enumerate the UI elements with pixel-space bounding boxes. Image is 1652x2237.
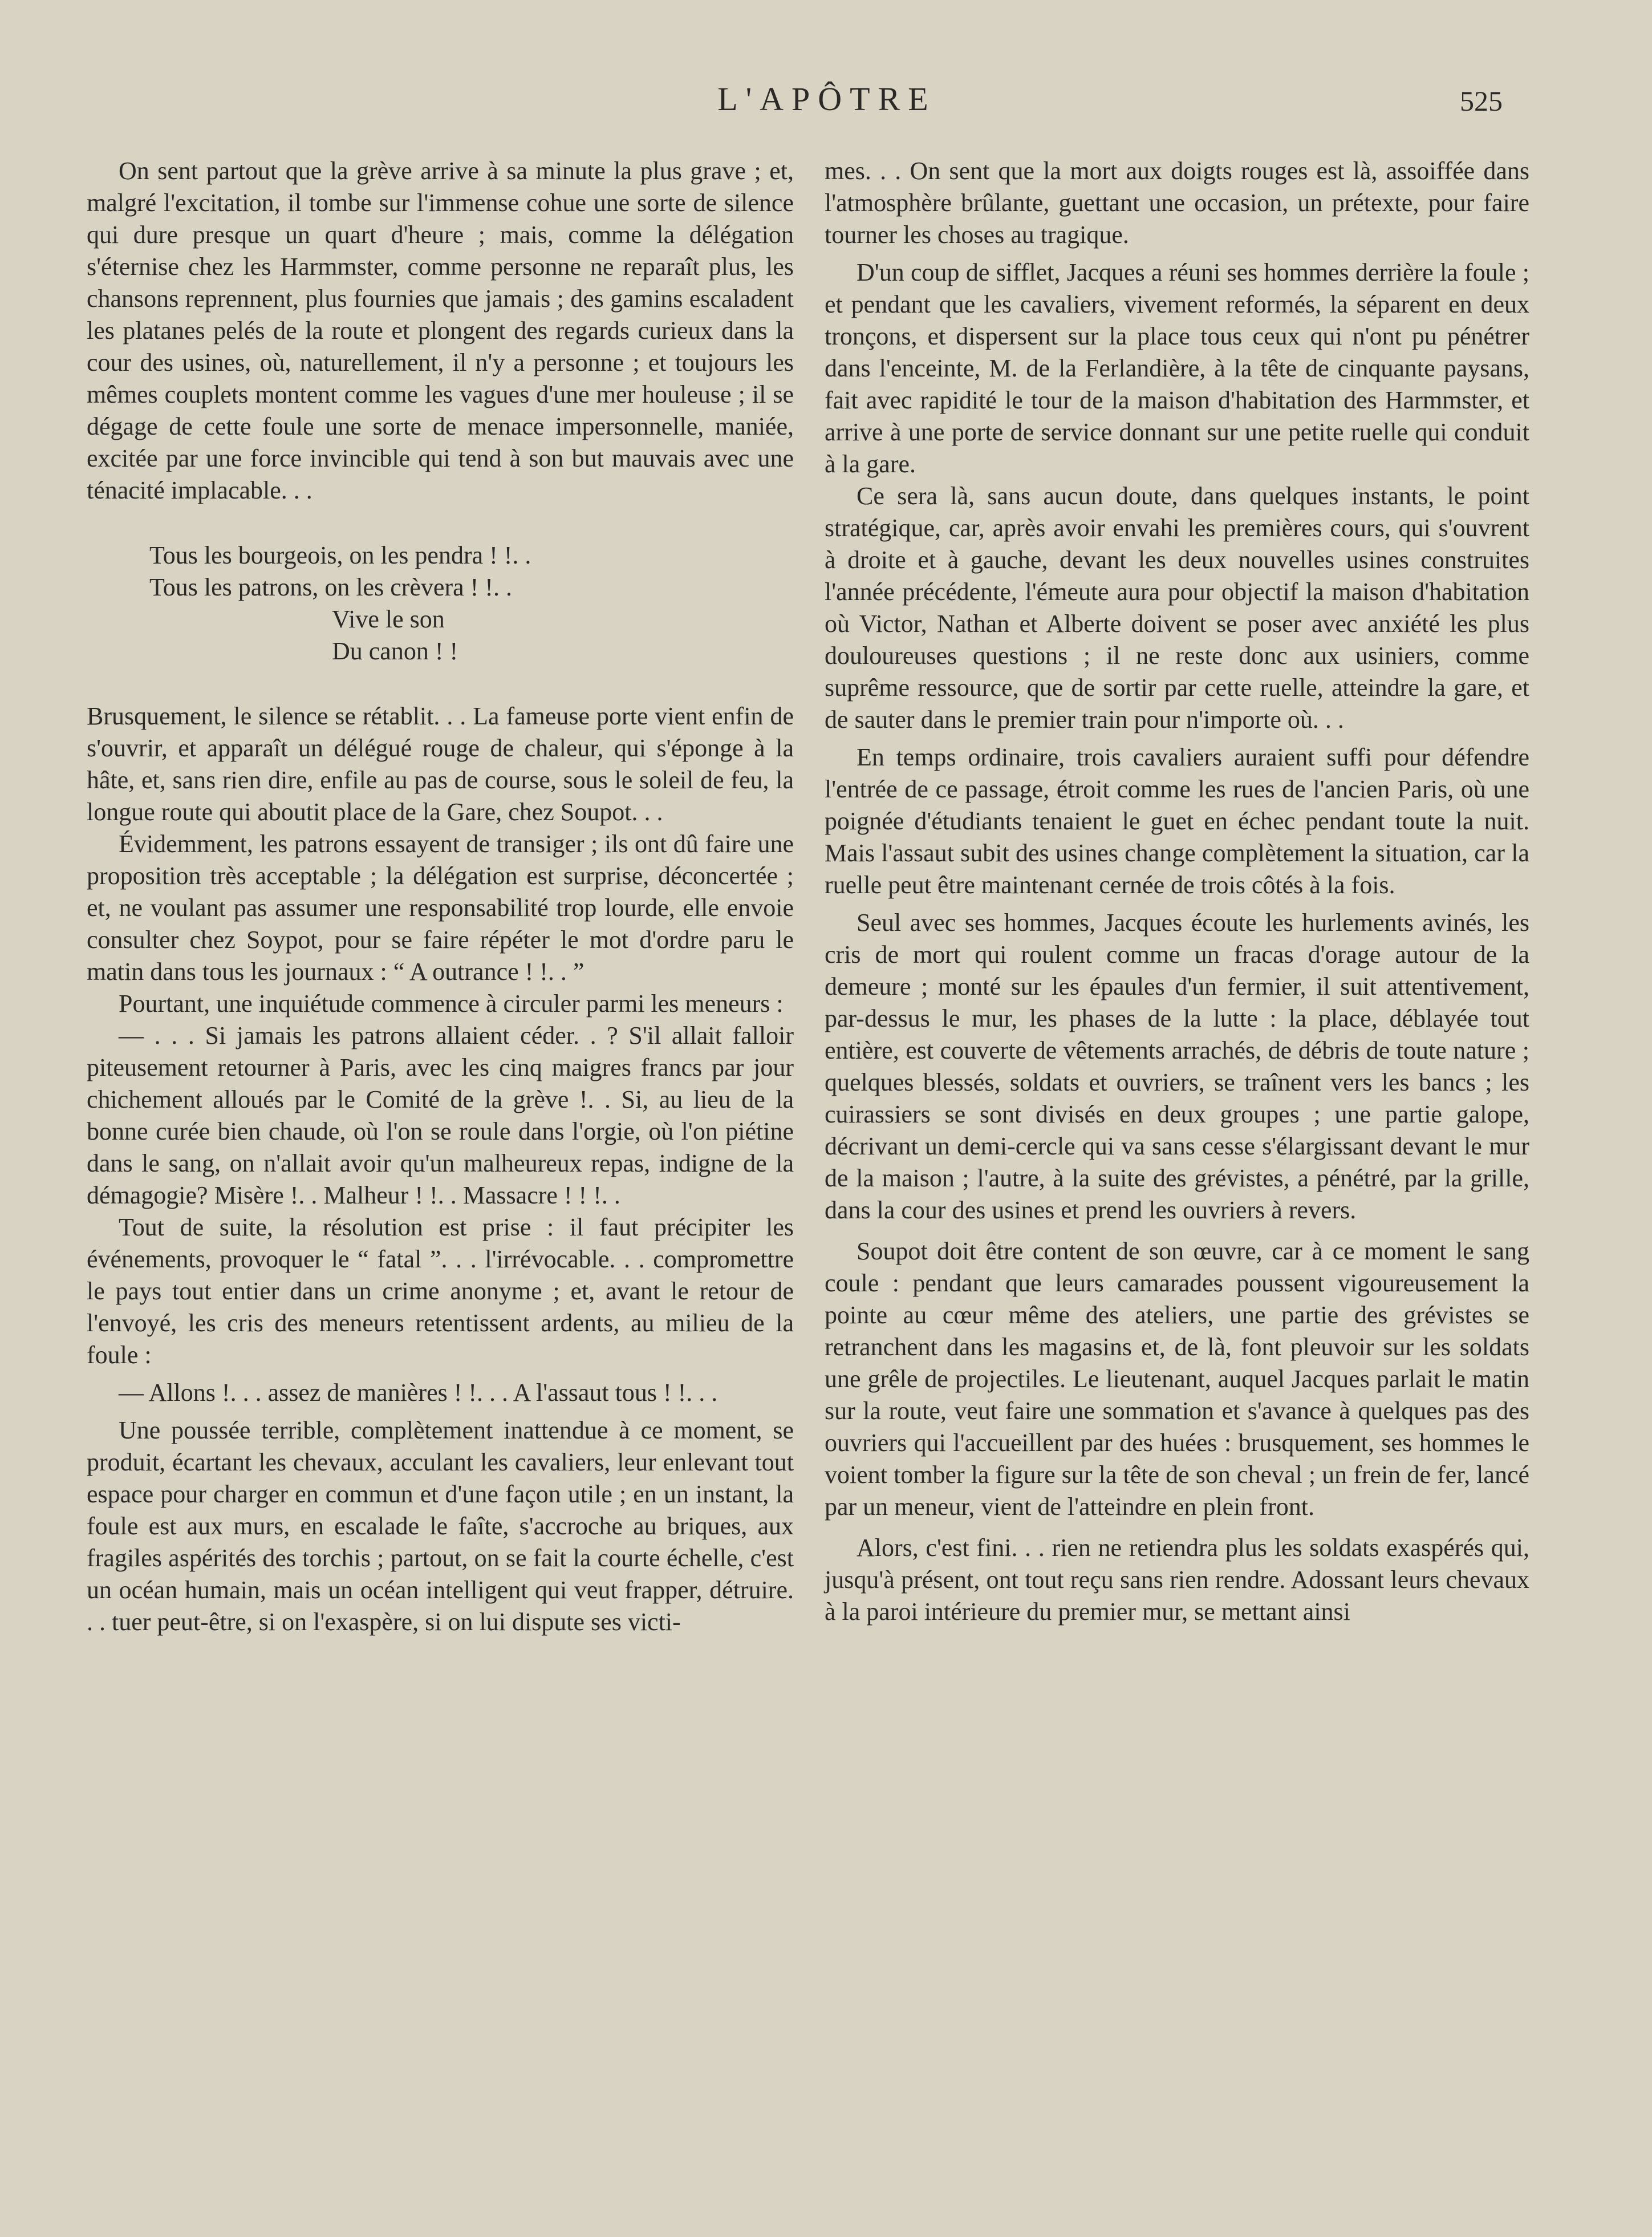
paragraph: Soupot doit être content de son œuvre, car à ce moment le sang coule : pendant que leurs camarades poussent vigoureusement la pointe au cœur même des ateliers, une partie des grévistes se retranchent dans les magasins et, de là, font pleuvoir sur les soldats une grêle de projectiles. Le lieutenant, auquel Jacques parlait le matin sur la route, veut faire une sommation et s'avance à quelques pas des ouvriers qui l'accueillent par des huées : brusquement, ses hommes le voient tomber la figure sur la tête de son cheval ; un frein de fer, lancé par un meneur, vient de l'atteindre en plein front. [825,1237,1529,1521]
paragraph: Ce sera là, sans aucun doute, dans quelques instants, le point stratégique, car, après avoir envahi les premières cours, qui s'ouvrent à droite et à gauche, devant les deux nouvelles usines construites l'année précédente, l'émeute aura pour objectif la maison d'habitation où Victor, Nathan et Alberte doivent se poser avec anxiété les plus douloureuses questions ; il ne reste donc aux usiniers, comme suprême ressource, que de sortir par cette ruelle, atteindre la gare, et de sauter dans le premier train pour n'importe où. . . [825,482,1529,733]
paragraph: Seul avec ses hommes, Jacques écoute les hurlements avinés, les cris de mort qui roulent comme un fracas d'orage autour de la demeure ; monté sur les épaules d'un fermier, il suit attentivement, par-dessus le mur, les phases de la lutte : la place, déblayée tout entière, est couverte de vêtements arrachés, de débris de toute nature ; quelques blessés, soldats et ouvriers, se traînent vers les bancs ; les cuirassiers se sont divisés en deux groupes ; une partie galope, décrivant un demi-cercle qui va sans cesse s'élargissant devant le mur de la maison ; l'autre, à la suite des grévistes, a pénétré, par la grille, dans la cour des usines et prend les ouvriers à revers. [825,909,1529,1224]
paragraph: Tout de suite, la résolution est prise : il faut précipiter les événements, provoquer le “ fatal ”. . . l'irrévocable. . . compromettre le pays tout entier dans un crime anonyme ; et, avant le retour de l'envoyé, les cris des meneurs retentissent ardents, au milieu de la foule : [87,1213,794,1369]
paragraph: On sent partout que la grève arrive à sa minute la plus grave ; et, malgré l'excitation, il tombe sur l'immense cohue une sorte de silence qui dure presque un quart d'heure ; mais, comme la délégation s'éternise chez les Harmmster, comme personne ne reparaît plus, les chansons reprennent, plus fournies que jamais ; des gamins escaladent les platanes pelés de la route et plongent des regards curieux dans la cour des usines, où, naturellement, il n'y a personne ; et toujours les mêmes couplets montent comme les vagues d'une mer houleuse ; il se dégage de cette foule une sorte de menace impersonnelle, maniée, excitée par une force invincible qui tend à son but mauvais avec une ténacité implacable. . . [87,157,794,504]
paragraph: Une poussée terrible, complètement inattendue à ce moment, se produit, écartant les chevaux, acculant les cavaliers, leur enlevant tout espace pour charger en commun et d'une façon utile ; en un instant, la foule est aux murs, en escalade le faîte, s'accroche au briques, aux fragiles aspérités des torchis ; partout, on se fait la courte échelle, c'est un océan humain, mais un océan intelligent qui veut frapper, détruire. . . tuer peut-être, si on l'exaspère, si on lui dispute ses victi- [87,1416,794,1636]
paragraph: Brusquement, le silence se rétablit. . . La fameuse porte vient enfin de s'ouvrir, et apparaît un délégué rouge de chaleur, qui s'éponge à la hâte, et, sans rien dire, enfile au pas de course, sous le soleil de feu, la longue route qui aboutit place de la Gare, chez Soupot. . . [87,702,794,826]
verse-line: Tous les patrons, on les crèvera ! !. . [149,573,512,601]
paragraph: D'un coup de sifflet, Jacques a réuni ses hommes derrière la foule ; et pendant que les cavaliers, vivement reformés, la séparent en deux tronçons, et dispersent sur la place tous ceux qui n'ont pu pénétrer dans l'enceinte, M. de la Ferlandière, à la tête de cinquante paysans, fait avec rapidité le tour de la maison d'habitation des Harmmster, et arrive à une porte de service donnant sur une petite ruelle qui conduit à la gare. [825,258,1529,478]
paragraph: Alors, c'est fini. . . rien ne retiendra plus les soldats exaspérés qui, jusqu'à présent, ont tout reçu sans rien rendre. Adossant leurs chevaux à la paroi intérieure du premier mur, se mettant ainsi [825,1534,1529,1626]
right-column [825,155,1529,1628]
paragraph: En temps ordinaire, trois cavaliers auraient suffi pour défendre l'entrée de ce passage, étroit comme les rues de l'ancien Paris, où une poignée d'étudiants tenaient le guet en échec pendant toute la nuit. Mais l'assaut subit des usines change complètement la situation, car la ruelle peut être maintenant cernée de trois côtés à la fois. [825,743,1529,899]
left-column [87,155,794,1638]
paragraph: — . . . Si jamais les patrons allaient céder. . ? S'il allait falloir piteusement retourner à Paris, avec les cinq maigres francs par jour chichement alloués par le Comité de la grève !. . Si, au lieu de la bonne curée bien chaude, où l'on se roule dans l'orgie, où l'on piétine dans le sang, on n'allait avoir qu'un malheureux repas, indigne de la démagogie? Misère !. . Malheur ! !. . Massacre ! ! !. . [87,1022,794,1209]
paragraph: — Allons !. . . assez de manières ! !. . . A l'assaut tous ! !. . . [119,1379,718,1407]
page-number: 525 [1460,85,1503,117]
paragraph: Pourtant, une inquiétude commence à circuler parmi les meneurs : [119,990,784,1018]
verse-line: Du canon ! ! [332,637,458,665]
verse-line: Vive le son [332,605,445,633]
verse-line: Tous les bourgeois, on les pendra ! !. . [149,541,531,569]
song-verse [87,540,794,667]
paragraph: mes. . . On sent que la mort aux doigts rouges est là, assoiffée dans l'atmosphère brûlante, guettant une occasion, un prétexte, pour faire tourner les choses au tragique. [825,157,1529,249]
running-title: L'APÔTRE [717,80,936,117]
paragraph: Évidemment, les patrons essayent de transiger ; ils ont dû faire une proposition très acceptable ; la délégation est surprise, déconcertée ; et, ne voulant pas assumer une responsabilité trop lourde, elle envoie consulter chez Soypot, pour se faire répéter le mot d'ordre paru le matin dans tous les journaux : “ A outrance ! !. . ” [87,830,794,986]
